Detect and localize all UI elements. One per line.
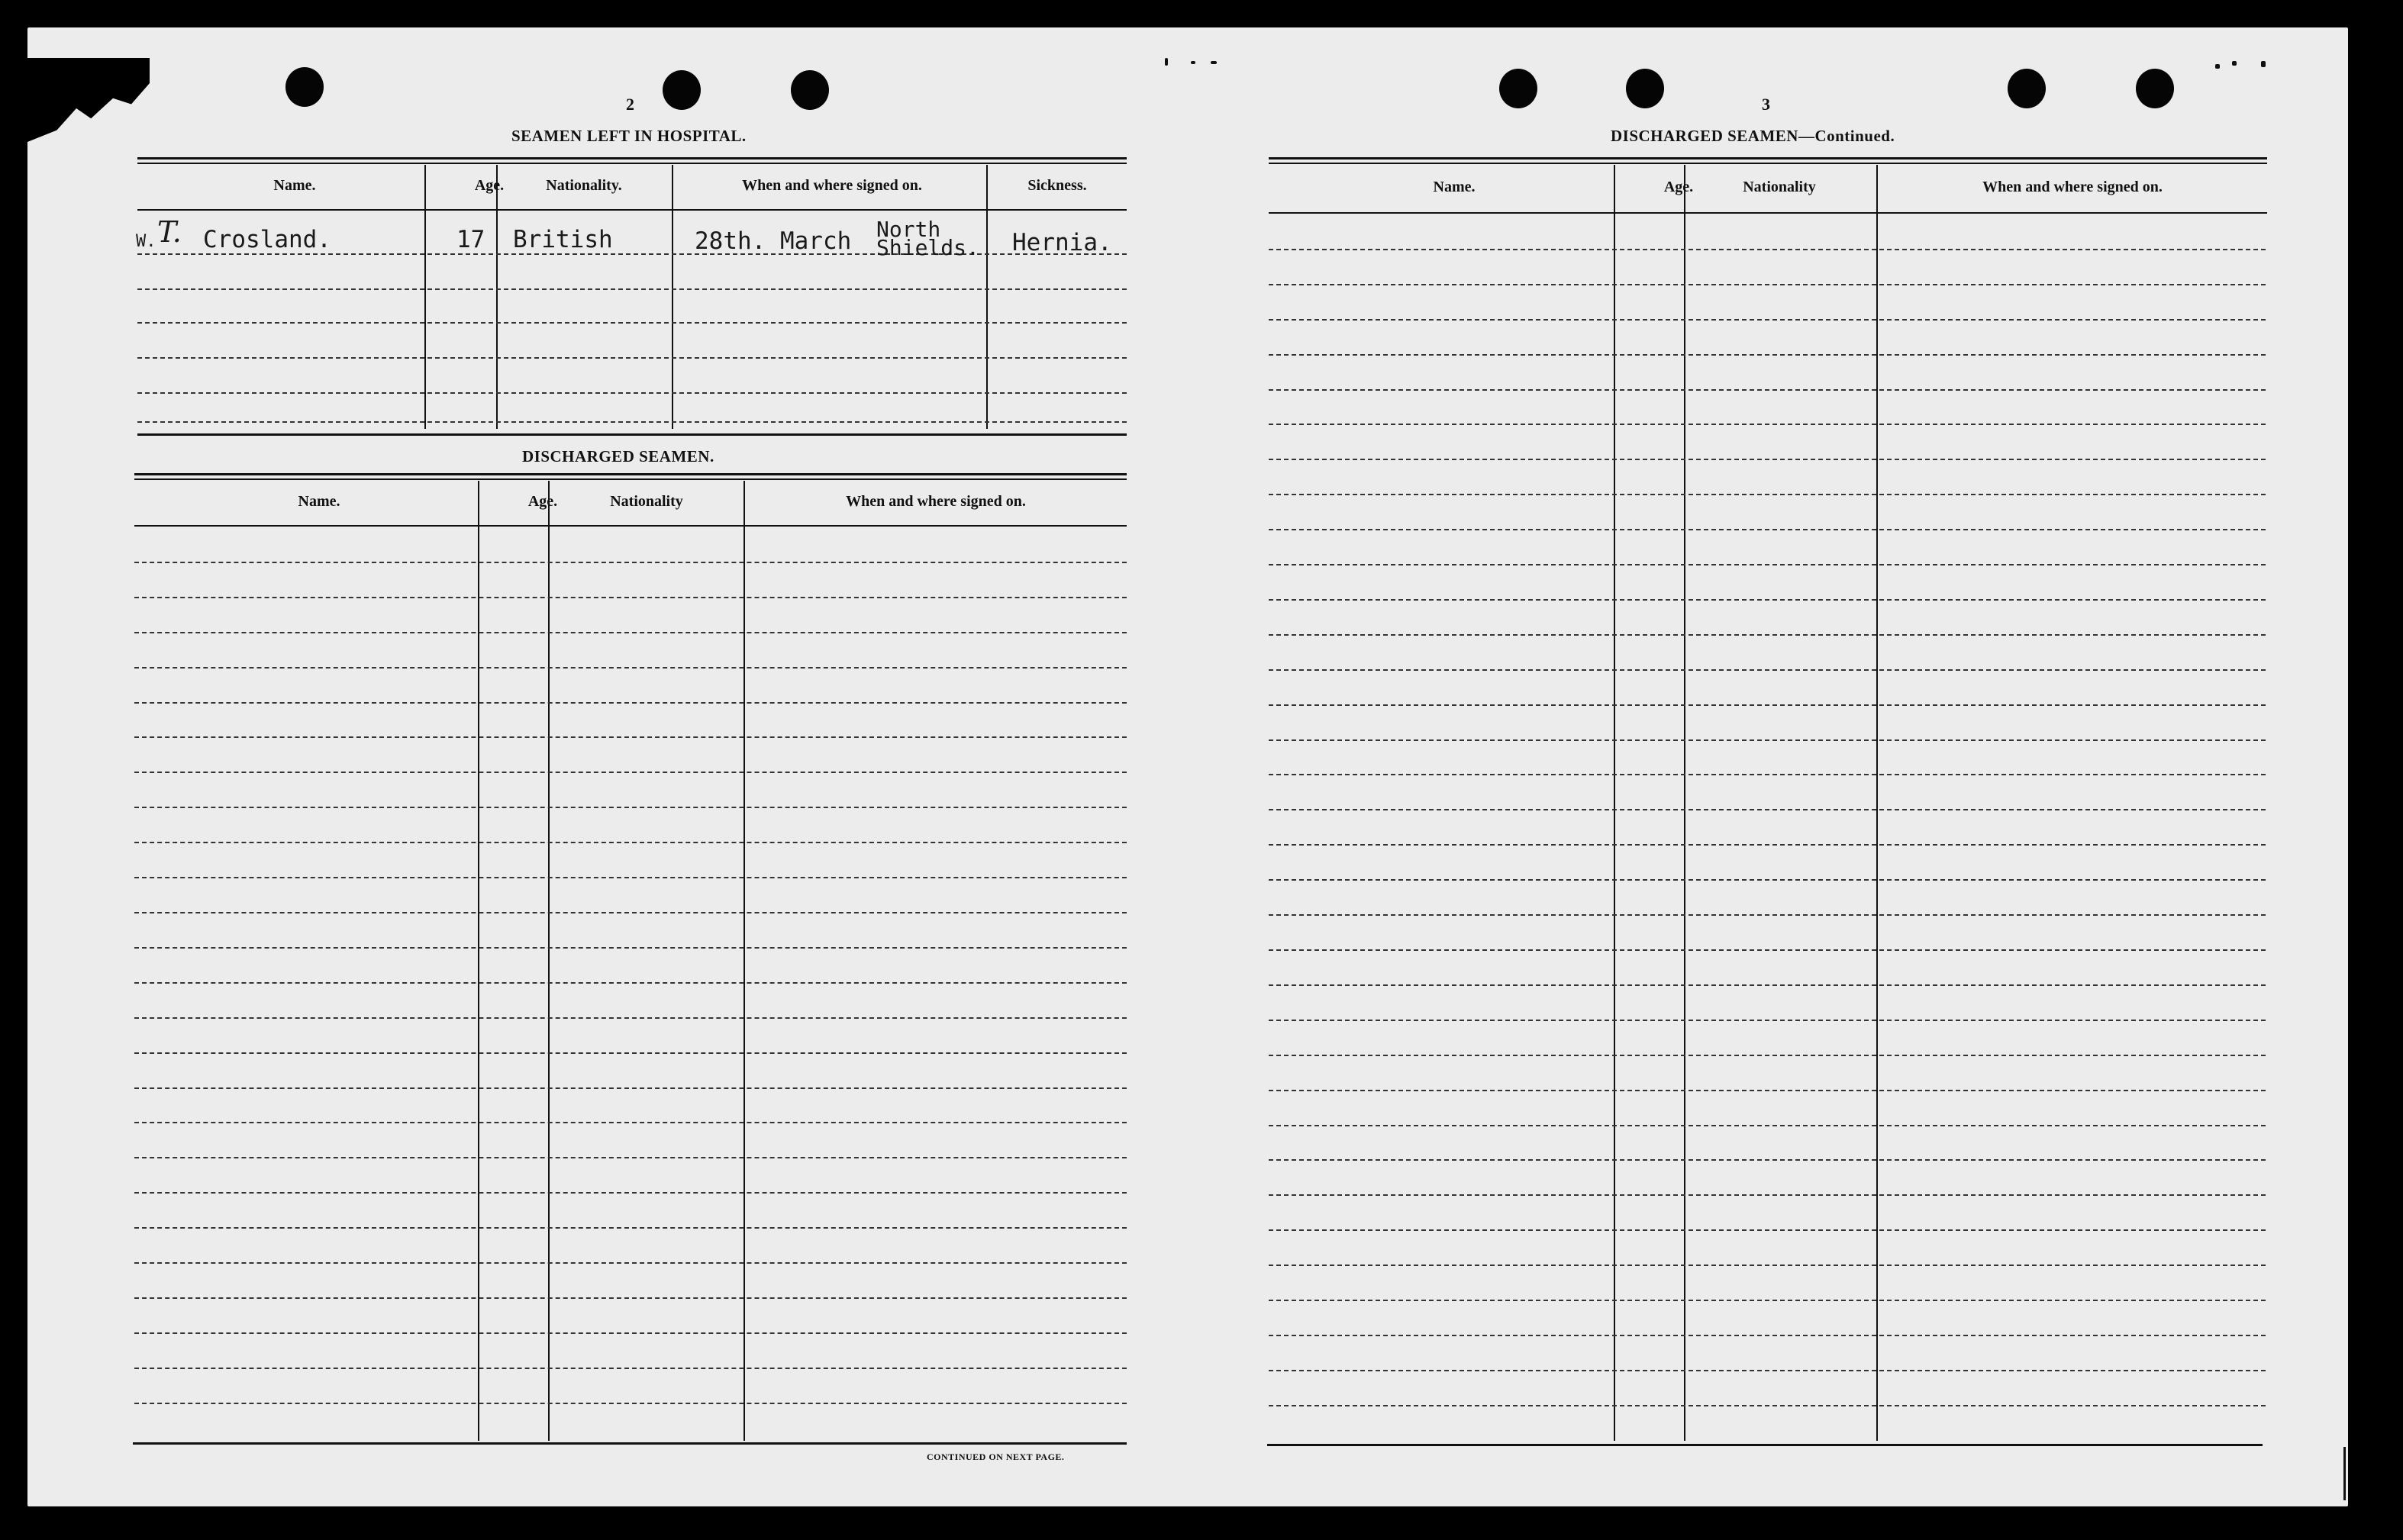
blank-ruled-line	[1269, 1125, 2266, 1126]
blank-ruled-line	[1269, 669, 2266, 671]
blank-ruled-line	[1269, 1335, 2266, 1336]
column-divider	[986, 165, 988, 429]
blank-ruled-line	[1269, 1265, 2266, 1266]
blank-ruled-line	[1269, 529, 2266, 530]
ink-speck	[1191, 61, 1195, 64]
blank-ruled-line	[1269, 459, 2266, 460]
col-header-signed-on: When and where signed on.	[742, 177, 922, 194]
blank-ruled-line	[134, 807, 1127, 808]
blank-ruled-line	[1269, 1370, 2266, 1371]
blank-ruled-line	[134, 702, 1127, 704]
blank-ruled-line	[1269, 1300, 2266, 1301]
ink-speck	[2261, 61, 2266, 67]
entry-signed-date: 28th. March	[695, 227, 852, 255]
column-divider	[496, 165, 498, 429]
page-number: 2	[626, 95, 634, 114]
section-rule	[1269, 157, 2267, 164]
column-divider	[672, 165, 673, 429]
col-header-age: Age.	[1663, 179, 1694, 195]
discharged-section-title: DISCHARGED SEAMEN.	[522, 447, 714, 466]
col-header-age: Age.	[474, 177, 505, 194]
blank-ruled-line	[134, 912, 1127, 913]
blank-ruled-line	[1269, 1055, 2266, 1056]
blank-ruled-line	[1269, 1229, 2266, 1231]
entry-age: 17	[456, 226, 485, 253]
blank-ruled-line	[1269, 914, 2266, 916]
entry-signed-place-line2: Shields.	[876, 235, 979, 260]
blank-ruled-line	[1269, 949, 2266, 951]
blank-ruled-line	[1269, 774, 2266, 775]
blank-ruled-line	[134, 667, 1127, 669]
header-rule	[137, 209, 1127, 211]
entry-row-line	[137, 322, 1127, 324]
blank-ruled-line	[134, 1227, 1127, 1229]
ink-speck	[2215, 64, 2220, 69]
blank-ruled-line	[134, 1122, 1127, 1123]
entry-nationality: British	[513, 226, 613, 253]
col-header-signed-on: When and where signed on.	[846, 493, 1026, 510]
punch-hole	[2136, 69, 2174, 108]
punch-hole	[2008, 69, 2046, 108]
ink-speck	[1211, 61, 1217, 64]
blank-ruled-line	[134, 1087, 1127, 1089]
blank-ruled-line	[134, 982, 1127, 984]
blank-ruled-line	[134, 1157, 1127, 1158]
col-header-nationality: Nationality	[1743, 179, 1816, 195]
column-divider	[424, 165, 426, 429]
entry-name: Crosland.	[203, 226, 331, 253]
blank-ruled-line	[1269, 319, 2266, 321]
entry-row-line	[137, 288, 1127, 290]
blank-ruled-line	[1269, 809, 2266, 810]
discharged-continued-title: DISCHARGED SEAMEN—Continued.	[1611, 127, 1895, 145]
blank-ruled-line	[134, 1192, 1127, 1194]
blank-ruled-line	[1269, 1405, 2266, 1406]
blank-ruled-line	[134, 1332, 1127, 1334]
blank-ruled-line	[1269, 844, 2266, 846]
col-header-name: Name.	[298, 493, 340, 510]
blank-ruled-line	[134, 772, 1127, 773]
hospital-section-title: SEAMEN LEFT IN HOSPITAL.	[511, 127, 747, 145]
page-number: 3	[1762, 95, 1770, 114]
blank-ruled-line	[134, 597, 1127, 598]
blank-ruled-line	[1269, 739, 2266, 741]
entry-row-line	[137, 392, 1127, 394]
column-divider	[1684, 165, 1685, 1441]
blank-ruled-line	[1269, 879, 2266, 881]
blank-ruled-line	[1269, 634, 2266, 636]
blank-ruled-line	[1269, 1020, 2266, 1021]
col-header-nationality: Nationality.	[546, 177, 622, 194]
blank-ruled-line	[134, 842, 1127, 843]
punch-hole	[1499, 69, 1537, 108]
column-divider	[1614, 165, 1615, 1441]
entry-handwritten-initial: T.	[157, 215, 182, 249]
blank-ruled-line	[134, 1017, 1127, 1019]
blank-ruled-line	[1269, 389, 2266, 391]
section-bottom-rule	[137, 433, 1127, 436]
entry-initial: W.	[136, 232, 156, 251]
ink-speck	[2232, 61, 2237, 66]
punch-hole	[663, 70, 701, 110]
blank-ruled-line	[1269, 354, 2266, 356]
blank-ruled-line	[1269, 984, 2266, 986]
blank-ruled-line	[1269, 704, 2266, 706]
entry-signed-place-line1: North	[876, 217, 941, 242]
blank-ruled-line	[134, 1368, 1127, 1369]
entry-sickness: Hernia.	[1012, 229, 1112, 256]
ink-speck	[1165, 58, 1168, 66]
blank-ruled-line	[134, 877, 1127, 878]
page-edge-mark	[2343, 1447, 2346, 1500]
entry-row-line	[137, 421, 1127, 423]
continued-note: CONTINUED ON NEXT PAGE.	[927, 1451, 1065, 1462]
blank-ruled-line	[134, 1052, 1127, 1054]
col-header-name: Name.	[1433, 179, 1476, 195]
blank-ruled-line	[1269, 1090, 2266, 1091]
table-bottom-rule	[133, 1442, 1127, 1445]
blank-ruled-line	[1269, 424, 2266, 425]
column-divider	[1876, 165, 1878, 1441]
table-bottom-rule	[1267, 1444, 2263, 1446]
blank-ruled-line	[1269, 249, 2266, 250]
blank-ruled-line	[134, 562, 1127, 563]
blank-ruled-line	[1269, 1159, 2266, 1161]
punch-hole	[285, 67, 324, 107]
torn-corner	[27, 58, 150, 142]
blank-ruled-line	[134, 632, 1127, 633]
section-rule	[137, 157, 1127, 164]
blank-ruled-line	[1269, 1194, 2266, 1196]
section-rule	[134, 473, 1127, 480]
blank-ruled-line	[1269, 599, 2266, 601]
col-header-sickness: Sickness.	[1027, 177, 1087, 194]
col-header-nationality: Nationality	[610, 493, 683, 510]
blank-ruled-line	[1269, 284, 2266, 285]
col-header-signed-on: When and where signed on.	[1982, 179, 2163, 195]
blank-ruled-line	[1269, 564, 2266, 565]
header-rule	[1269, 212, 2267, 214]
punch-hole	[1626, 69, 1664, 108]
col-header-age: Age.	[527, 493, 558, 510]
blank-ruled-line	[134, 1297, 1127, 1299]
punch-hole	[791, 70, 829, 110]
blank-ruled-line	[134, 736, 1127, 738]
blank-ruled-line	[134, 947, 1127, 949]
entry-row-line	[137, 357, 1127, 359]
blank-ruled-line	[1269, 494, 2266, 495]
blank-ruled-line	[134, 1262, 1127, 1264]
header-rule	[134, 525, 1127, 527]
col-header-name: Name.	[273, 177, 316, 194]
blank-ruled-line	[134, 1403, 1127, 1404]
ledger-sheet	[27, 27, 2348, 1506]
